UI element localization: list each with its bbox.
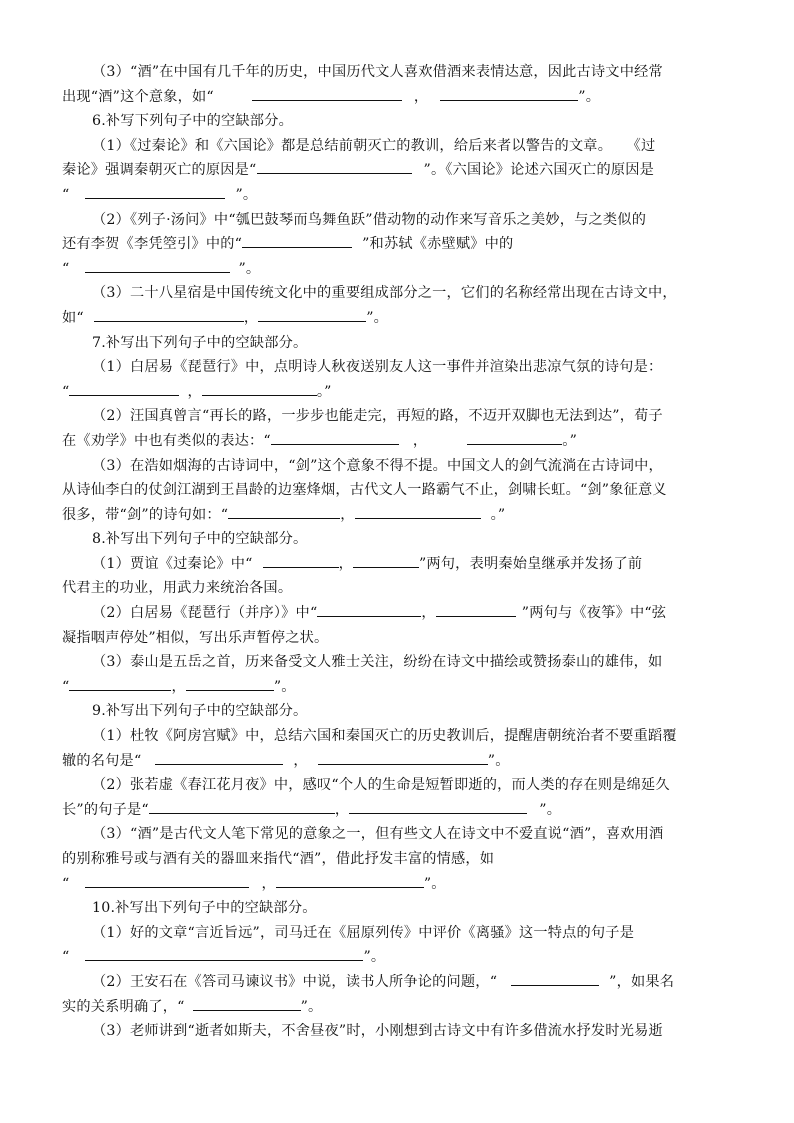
answer-blank[interactable] xyxy=(85,946,363,961)
answer-blank[interactable] xyxy=(257,159,412,174)
q6-3-line2: 如“ ， ”。 xyxy=(62,306,738,331)
q6-2-line3: “ ”。 xyxy=(62,257,738,282)
answer-blank[interactable] xyxy=(436,602,516,617)
q10-2-line1: （2）王安石在《答司马谏议书》中说，读书人所争论的问题，“ ”，如果名 xyxy=(62,970,738,995)
q7-1-line2: “ ， 。” xyxy=(62,380,738,405)
answer-blank[interactable] xyxy=(511,971,599,986)
answer-blank[interactable] xyxy=(202,381,317,396)
answer-blank[interactable] xyxy=(193,996,301,1011)
q9-heading: 9.补写出下列句子中的空缺部分。 xyxy=(92,703,308,720)
q7-2-line1: （2）汪国真曾言“再长的路，一步步也能走完，再短的路，不迈开双脚也无法到达”，荀子 xyxy=(92,408,663,425)
q6-1-line3: “ ”。 xyxy=(62,183,738,208)
q7-heading: 7.补写出下列句子中的空缺部分。 xyxy=(92,334,308,351)
q6-3-line1: （3）二十八星宿是中国传统文化中的重要组成部分之一，它们的名称经常出现在古诗文中， xyxy=(92,285,677,302)
q9-2-line2: 长”的句子是“ ， ”。 xyxy=(62,798,738,823)
q10-heading: 10.补写出下列句子中的空缺部分。 xyxy=(92,900,317,917)
answer-blank[interactable] xyxy=(69,381,179,396)
q9-3-line2: 的别称雅号或与酒有关的器皿来指代“酒”，借此抒发丰富的情感，如 xyxy=(62,851,495,867)
q9-3-line1: （3）“酒”是古代文人笔下常见的意象之一，但有些文人在诗文中不爱直说“酒”，喜欢用酒 xyxy=(92,826,664,843)
q8-3-line1: （3）泰山是五岳之首，历来备受文人雅士关注，纷纷在诗文中描绘或赞扬泰山的雄伟，如 xyxy=(92,654,663,671)
answer-blank[interactable] xyxy=(271,430,399,445)
q10-2-line2: 实的关系明确了，“ ”。 xyxy=(62,995,738,1020)
q5-3-line2: 出现“酒”这个意象，如“ ， ”。 xyxy=(62,85,738,110)
answer-blank[interactable] xyxy=(263,553,339,568)
answer-blank[interactable] xyxy=(85,873,249,888)
q10-1-line1: （1）好的文章“言近旨远”，司马迁在《屈原列传》中评价《离骚》这一特点的句子是 xyxy=(92,924,635,941)
answer-blank[interactable] xyxy=(186,676,274,691)
answer-blank[interactable] xyxy=(440,86,578,101)
q7-3-line1: （3）在浩如烟海的古诗词中，“剑”这个意象不得不提。中国文人的剑气流淌在古诗词中， xyxy=(92,457,663,474)
q6-1-line1: （1）《过秦论》和《六国论》都是总结前朝灭亡的教训，给后来者以警告的文章。 《过 xyxy=(92,137,656,154)
q8-2-line1: （2）白居易《琵琶行（并序）》中“ ， ”两句与《夜筝》中“弦 xyxy=(62,601,738,626)
answer-blank[interactable] xyxy=(252,86,402,101)
answer-blank[interactable] xyxy=(318,750,488,765)
answer-blank[interactable] xyxy=(85,184,225,199)
q6-2-line2: 还有李贺《李凭箜引》中的“ ”和苏轼《赤壁赋》中的 xyxy=(62,232,738,257)
answer-blank[interactable] xyxy=(349,799,527,814)
q7-2-line2: 在《劝学》中也有类似的表达：“ ， 。” xyxy=(62,429,738,454)
answer-blank[interactable] xyxy=(355,504,481,519)
q8-heading: 8.补写出下列句子中的空缺部分。 xyxy=(92,531,308,548)
q7-3-line3: 很多，带“剑”的诗句如：“ ， 。” xyxy=(62,503,738,528)
q6-1-line2: 秦论》强调秦朝灭亡的原因是“ ”。《六国论》论述六国灭亡的原因是 xyxy=(62,158,738,183)
q6-2-line1: （2）《列子·汤问》中“瓠巴鼓琴而鸟舞鱼跃”借动物的动作来写音乐之美妙，与之类似的 xyxy=(92,211,647,228)
q7-3-line2: 从诗仙李白的仗剑江湖到王昌龄的边塞烽烟，古代文人一路霸气不止，剑啸长虹。“剑”象征意义 xyxy=(62,482,667,499)
q10-3-line1: （3）老师讲到“逝者如斯夫，不舍昼夜”时，小刚想到古诗文中有许多借流水抒发时光易逝 xyxy=(92,1023,663,1040)
answer-blank[interactable] xyxy=(228,504,340,519)
answer-blank[interactable] xyxy=(276,873,424,888)
q8-1-line1: （1）贾谊《过秦论》中“ ， ”两句，表明秦始皇继承并发扬了前 xyxy=(62,552,738,577)
q8-2-line2: 凝指咽声停处”相似，写出乐声暂停之状。 xyxy=(62,629,329,646)
q9-1-line2: 辙的名句是“ ， ”。 xyxy=(62,749,738,774)
answer-blank[interactable] xyxy=(467,430,562,445)
q10-1-line2: “ ”。 xyxy=(62,945,738,970)
document-body xyxy=(62,60,738,1044)
answer-blank[interactable] xyxy=(155,750,283,765)
answer-blank[interactable] xyxy=(85,258,230,273)
q9-3-line3: “ ， ”。 xyxy=(62,872,738,897)
answer-blank[interactable] xyxy=(258,307,366,322)
answer-blank[interactable] xyxy=(69,676,171,691)
q6-heading: 6.补写下列句子中的空缺部分。 xyxy=(92,113,293,130)
q9-2-line1: （2）张若虚《春江花月夜》中，感叹“个人的生命是短暂即逝的，而人类的存在则是绵延久 xyxy=(92,777,670,794)
answer-blank[interactable] xyxy=(353,553,419,568)
q8-3-line2: “ ， ”。 xyxy=(62,675,738,700)
answer-blank[interactable] xyxy=(149,799,335,814)
q8-1-line2: 代君主的功业，用武力来统治各国。 xyxy=(62,580,293,597)
q9-1-line1: （1）杜牧《阿房宫赋》中，总结六国和秦国灭亡的历史教训后，提醒唐朝统治者不要重蹈覆 xyxy=(92,728,677,745)
q5-3-line1: （3）“酒”在中国有几千年的历史，中国历代文人喜欢借酒来表情达意，因此古诗文中经常 xyxy=(92,64,663,80)
answer-blank[interactable] xyxy=(317,602,421,617)
q7-1-line1: （1）白居易《琵琶行》中，点明诗人秋夜送别友人这一事件并渲染出悲凉气氛的诗句是： xyxy=(92,359,663,376)
answer-blank[interactable] xyxy=(94,307,244,322)
answer-blank[interactable] xyxy=(242,233,352,248)
